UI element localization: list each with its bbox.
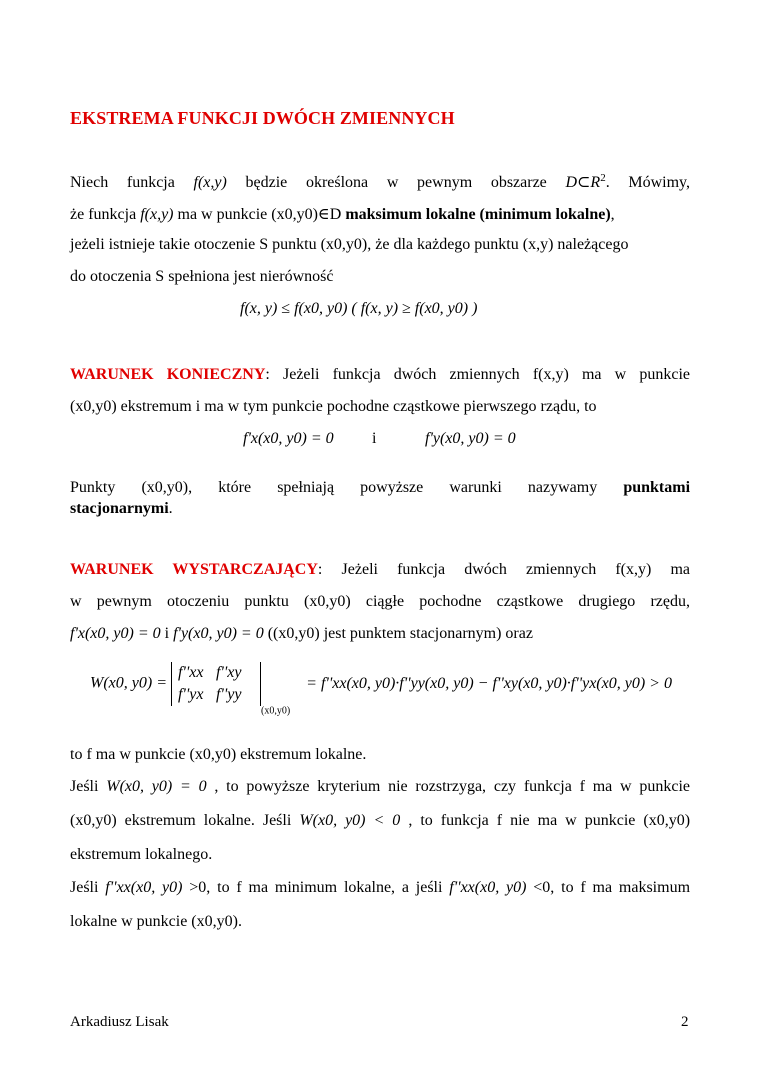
definition-line-1: Niech funkcja f(x,y) będzie określona w pewnym obszarze $D\subset R^2$. Mówimy, bbox=[70, 172, 690, 191]
conclusion-line-4: ekstremum lokalnego. bbox=[70, 846, 213, 863]
conclusion-line-1: to f ma w punkcie (x0,y0) ekstremum lokalne. bbox=[70, 746, 367, 763]
definition-line-2: że funkcja f(x,y) ma w punkcie (x0,y0)∈D maksimum lokalne (minimum lokalne), bbox=[70, 206, 615, 223]
definition-formula: f(x, y) ≤ f(x0, y0) ( f(x, y) ≥ f(x0, y0) ) bbox=[240, 300, 478, 317]
necessary-line-1: WARUNEK KONIECZNY: Jeżeli funkcja dwóch zmiennych f(x,y) ma w punkcie bbox=[70, 366, 691, 383]
necessary-and: i bbox=[372, 430, 377, 447]
sufficient-line-3: f'x(x0, y0) = 0 i f'y(x0, y0) = 0 ((x0,y0) jest punktem stacjonarnym) oraz bbox=[70, 625, 533, 642]
hessian-formula: W(x0, y0) = f''xx f''xy f''yx f''yy $_{(x0,y0)}$ = f''xx(x0, y0)·f''yy(x0, y0) − f''xy(x0, y0)·f''yx(x0, y0) > 0 bbox=[90, 664, 672, 717]
conclusion-line-3: (x0,y0) ekstremum lokalne. Jeśli W(x0, y0) < 0 , to funkcja f nie ma w punkcie (x0,y0) bbox=[70, 812, 691, 829]
necessary-formula-y: f'y(x0, y0) = 0 bbox=[425, 430, 516, 447]
footer-page-number: 2 bbox=[681, 1014, 689, 1030]
sufficient-line-1: WARUNEK WYSTARCZAJĄCY: Jeżeli funkcja dwóch zmiennych f(x,y) ma bbox=[70, 561, 691, 578]
sufficient-line-2: w pewnym otoczeniu punktu (x0,y0) ciągłe pochodne cząstkowe drugiego rzędu, bbox=[70, 593, 690, 610]
conclusion-line-6: lokalne w punkcie (x0,y0). bbox=[70, 913, 242, 930]
necessary-formula-x: f'x(x0, y0) = 0 bbox=[243, 430, 334, 447]
necessary-line-2: (x0,y0) ekstremum i ma w tym punkcie pochodne cząstkowe pierwszego rządu, to bbox=[70, 398, 597, 415]
page-title: EKSTREMA FUNKCJI DWÓCH ZMIENNYCH bbox=[70, 108, 455, 128]
stationary-line-1: Punkty (x0,y0), które spełniają powyższe warunki nazywamy punktami bbox=[70, 479, 691, 496]
conclusion-line-5: Jeśli f''xx(x0, y0) >0, to f ma minimum lokalne, a jeśli f''xx(x0, y0) <0, to f ma maksimum bbox=[70, 879, 691, 896]
conclusion-line-2: Jeśli W(x0, y0) = 0 , to powyższe kryterium nie rozstrzyga, czy funkcja f ma w punkcie bbox=[70, 778, 690, 795]
definition-line-4: do otoczenia S spełniona jest nierówność bbox=[70, 268, 334, 285]
definition-line-3: jeżeli istnieje takie otoczenie S punktu (x0,y0), że dla każdego punktu (x,y) należącego bbox=[70, 236, 629, 253]
stationary-line-2: stacjonarnymi. bbox=[70, 500, 173, 517]
hessian-determinant: f''xx f''xy f''yx f''yy bbox=[171, 662, 261, 706]
footer-author: Arkadiusz Lisak bbox=[70, 1014, 169, 1030]
